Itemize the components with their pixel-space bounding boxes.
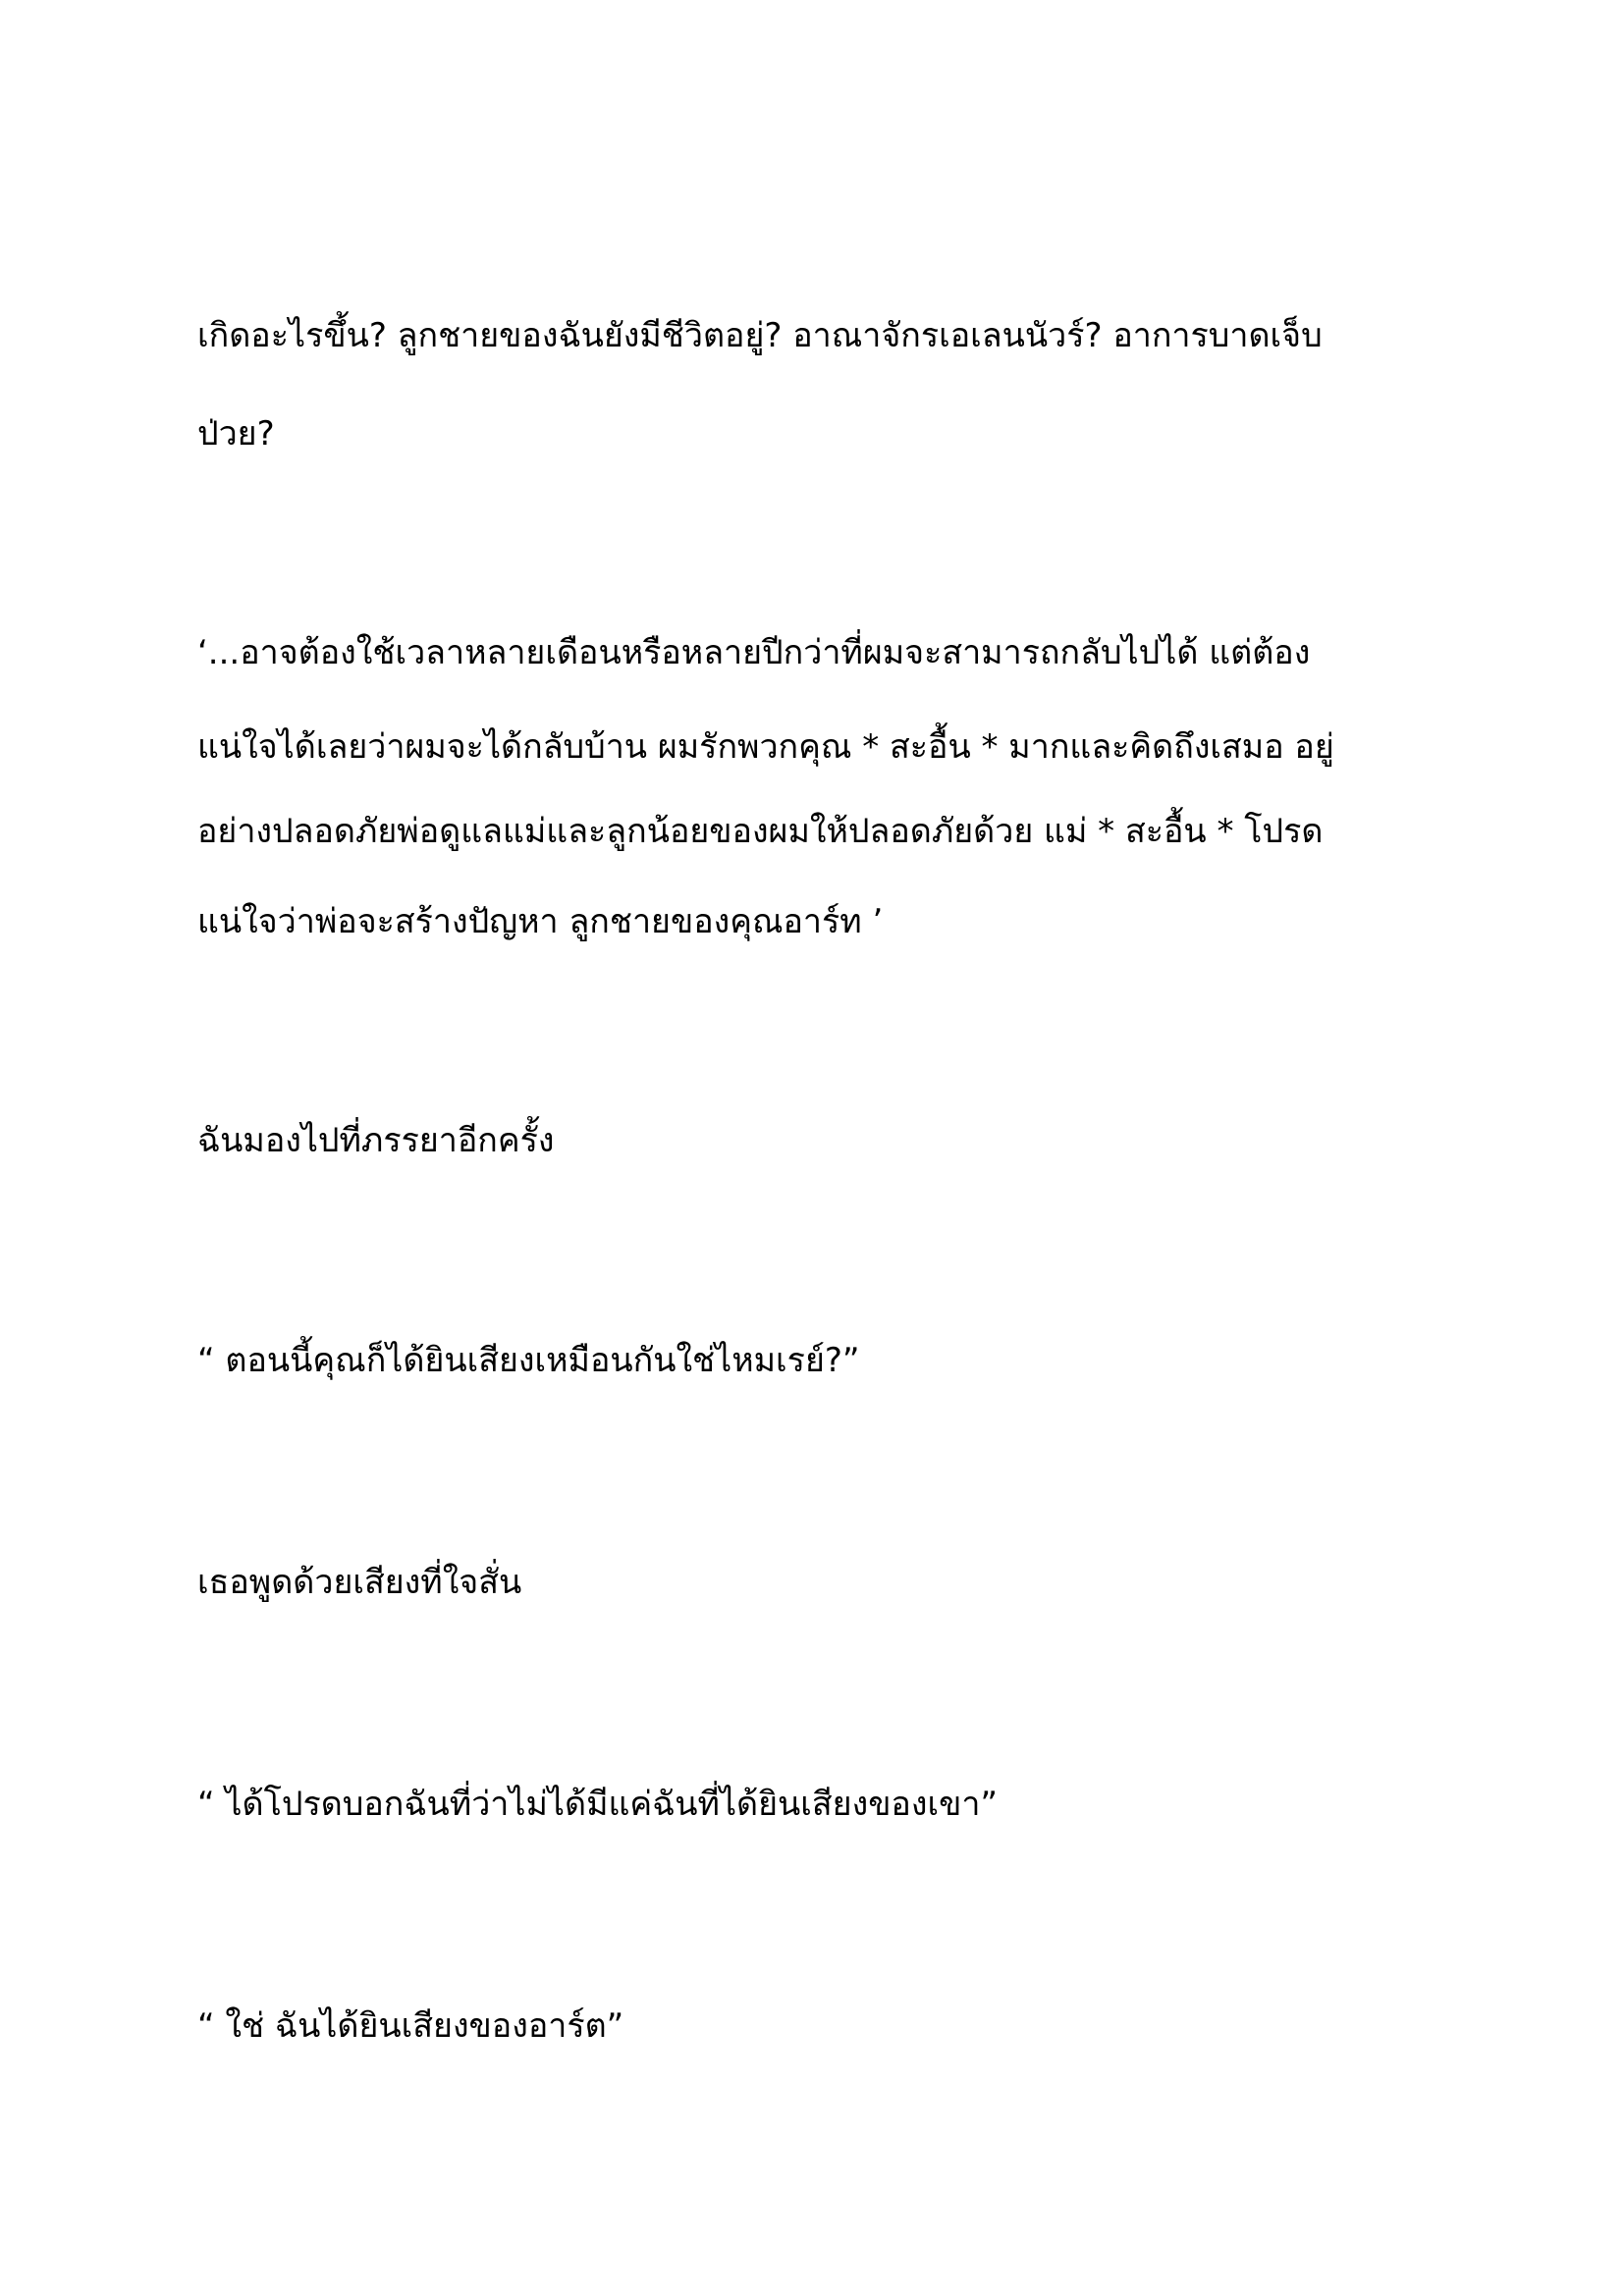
paragraph-1-line-1: เกิดอะไรขึ้น? ลูกชายของฉันยังมีชีวิตอยู่? อาณาจักรเอเลนนัวร์? อาการบาดเจ็บ [197, 316, 1323, 355]
paragraph-7-line-1: “ ใช่ ฉันได้ยินเสียงของอาร์ต” [197, 2006, 624, 2046]
paragraph-1-line-2: ป่วย? [197, 414, 275, 454]
paragraph-2-line-1: ‘...อาจต้องใช้เวลาหลายเดือนหรือหลายปีกว่าที่ผมจะสามารถกลับไปได้ แต่ต้อง [197, 633, 1311, 672]
paragraph-2-line-2: แน่ใจได้เลยว่าผมจะได้กลับบ้าน ผมรักพวกคุณ * สะอื้น * มากและคิดถึงเสมอ อยู่ [197, 727, 1334, 767]
paragraph-2-line-3: อย่างปลอดภัยพ่อดูแลแม่และลูกน้อยของผมให้ปลอดภัยด้วย แม่ * สะอื้น * โปรด [197, 812, 1324, 851]
paragraph-5-line-1: เธอพูดด้วยเสียงที่ใจสั่น [197, 1563, 522, 1602]
paragraph-2-line-4: แน่ใจว่าพ่อจะสร้างปัญหา ลูกชายของคุณอาร์ท ’ [197, 902, 884, 941]
paragraph-6-line-1: “ ได้โปรดบอกฉันที่ว่าไม่ได้มีแค่ฉันที่ได้ยินเสียงของเขา” [197, 1785, 999, 1824]
paragraph-3-line-1: ฉันมองไปที่ภรรยาอีกครั้ง [197, 1121, 555, 1160]
paragraph-4-line-1: “ ตอนนี้คุณก็ได้ยินเสียงเหมือนกันใช่ไหมเรย์?” [197, 1341, 860, 1380]
